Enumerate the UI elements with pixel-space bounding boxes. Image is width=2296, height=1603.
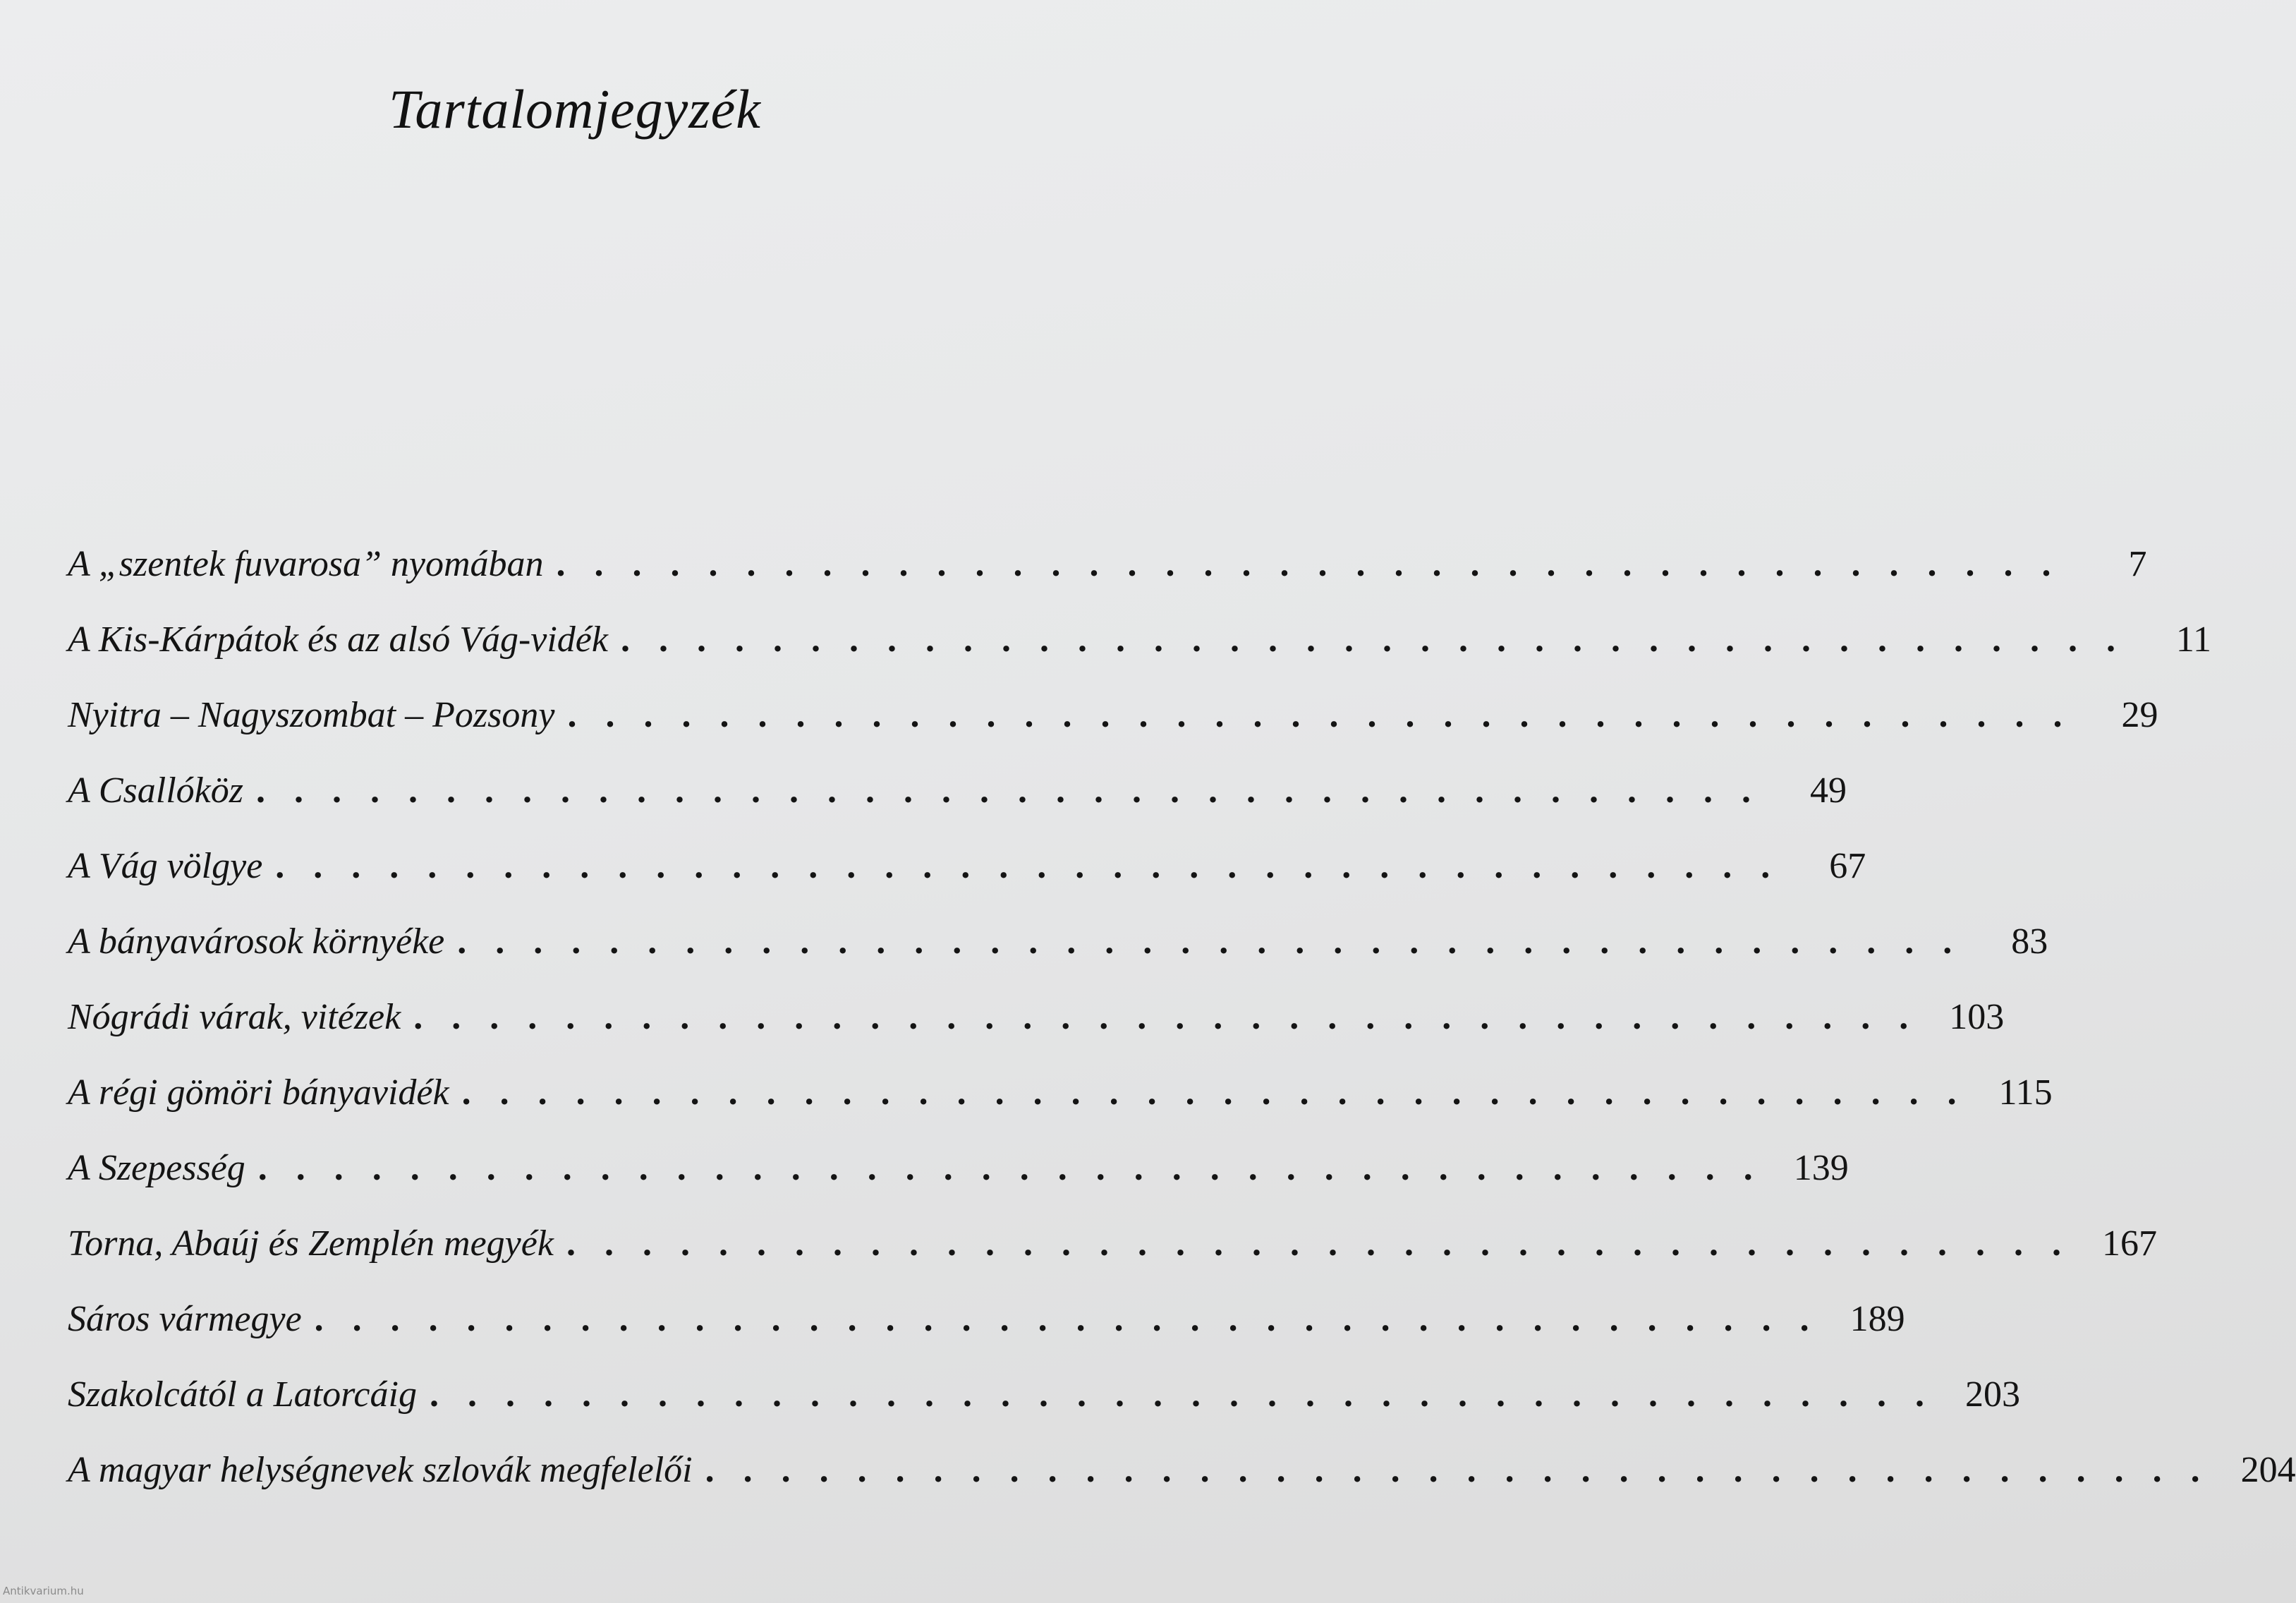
- toc-entry-page: 189: [1849, 1299, 1905, 1339]
- toc-entry-title: Nógrádi várak, vitézek: [68, 997, 401, 1037]
- dot-leader: . . . . . . . . . . . . . . . . . . . . . . . . . . . . . . . . . . . . . . . .: [429, 1374, 1934, 1415]
- table-of-contents: [68, 543, 2296, 1525]
- toc-entry-page: 29: [2121, 695, 2158, 735]
- toc-entry-page: 83: [2011, 921, 2048, 962]
- toc-entry-page: 204: [2240, 1450, 2296, 1490]
- dot-leader: . . . . . . . . . . . . . . . . . . . . . . . . . . . . . . . . . . . . . . . .: [314, 1299, 1819, 1339]
- toc-entry: [68, 845, 1866, 921]
- toc-entry-title: A Vág völgye: [68, 846, 263, 886]
- toc-entry: [68, 1298, 1905, 1374]
- toc-entry-page: 7: [2128, 544, 2147, 584]
- toc-entry-page: 167: [2101, 1223, 2157, 1264]
- toc-entry-title: A Szepesség: [68, 1148, 245, 1188]
- toc-entry-page: 103: [1949, 997, 2005, 1037]
- toc-entry-page: 67: [1829, 846, 1866, 886]
- toc-entry: [68, 619, 2211, 694]
- toc-entry-title: A „szentek fuvarosa” nyomában: [68, 544, 544, 584]
- toc-entry-title: A bányavárosok környéke: [68, 921, 445, 962]
- toc-entry-page: 139: [1793, 1148, 1849, 1188]
- toc-entry-title: A Csallóköz: [68, 770, 243, 811]
- toc-entry: [68, 1147, 1849, 1223]
- toc-entry: [68, 996, 2005, 1072]
- dot-leader: . . . . . . . . . . . . . . . . . . . . . . . . . . . . . . . . . . . . . . . .: [566, 1223, 2071, 1264]
- page-title: Tartalomjegyzék: [389, 78, 761, 140]
- toc-entry-title: Torna, Abaúj és Zemplén megyék: [68, 1223, 554, 1264]
- dot-leader: . . . . . . . . . . . . . . . . . . . . . . . . . . . . . . . . . . . . . . . .: [556, 544, 2061, 584]
- toc-entry-title: A régi gömöri bányavidék: [68, 1072, 449, 1113]
- toc-entry-page: 11: [2175, 619, 2211, 660]
- toc-entry: [68, 1072, 2053, 1147]
- dot-leader: . . . . . . . . . . . . . . . . . . . . . . . . . . . . . . . . . . . . . . . .: [705, 1450, 2210, 1490]
- toc-entry: [68, 694, 2158, 770]
- toc-entry-page: 203: [1964, 1374, 2020, 1415]
- toc-entry-title: Szakolcától a Latorcáig: [68, 1374, 417, 1415]
- dot-leader: . . . . . . . . . . . . . . . . . . . . . . . . . . . . . . . . . . . . . . . .: [457, 921, 1962, 962]
- toc-entry-page: 49: [1809, 770, 1847, 811]
- dot-leader: . . . . . . . . . . . . . . . . . . . . . . . . . . . . . . . . . . . . . . . .: [461, 1072, 1967, 1113]
- dot-leader: . . . . . . . . . . . . . . . . . . . . . . . . . . . . . . . . . . . . . . . .: [275, 846, 1780, 886]
- dot-leader: . . . . . . . . . . . . . . . . . . . . . . . . . . . . . . . . . . . . . . . .: [413, 997, 1919, 1037]
- dot-leader: . . . . . . . . . . . . . . . . . . . . . . . . . . . . . . . . . . . . . . . .: [620, 619, 2125, 660]
- dot-leader: . . . . . . . . . . . . . . . . . . . . . . . . . . . . . . . . . . . . . . . .: [257, 1148, 1763, 1188]
- toc-entry: [68, 770, 1847, 845]
- toc-entry-title: A magyar helységnevek szlovák megfelelői: [68, 1450, 693, 1490]
- toc-entry: [68, 1223, 2157, 1298]
- dot-leader: . . . . . . . . . . . . . . . . . . . . . . . . . . . . . . . . . . . . . . . .: [255, 770, 1761, 811]
- dot-leader: . . . . . . . . . . . . . . . . . . . . . . . . . . . . . . . . . . . . . . . .: [567, 695, 2072, 735]
- watermark: Antikvarium.hu: [3, 1585, 84, 1597]
- toc-entry-page: 115: [1998, 1072, 2053, 1113]
- toc-entry: [68, 543, 2147, 619]
- toc-entry: [68, 1449, 2296, 1525]
- toc-entry-title: Nyitra – Nagyszombat – Pozsony: [68, 695, 555, 735]
- toc-entry-title: Sáros vármegye: [68, 1299, 302, 1339]
- toc-entry-title: A Kis-Kárpátok és az alsó Vág-vidék: [68, 619, 608, 660]
- toc-entry: [68, 921, 2048, 996]
- toc-entry: [68, 1374, 2020, 1449]
